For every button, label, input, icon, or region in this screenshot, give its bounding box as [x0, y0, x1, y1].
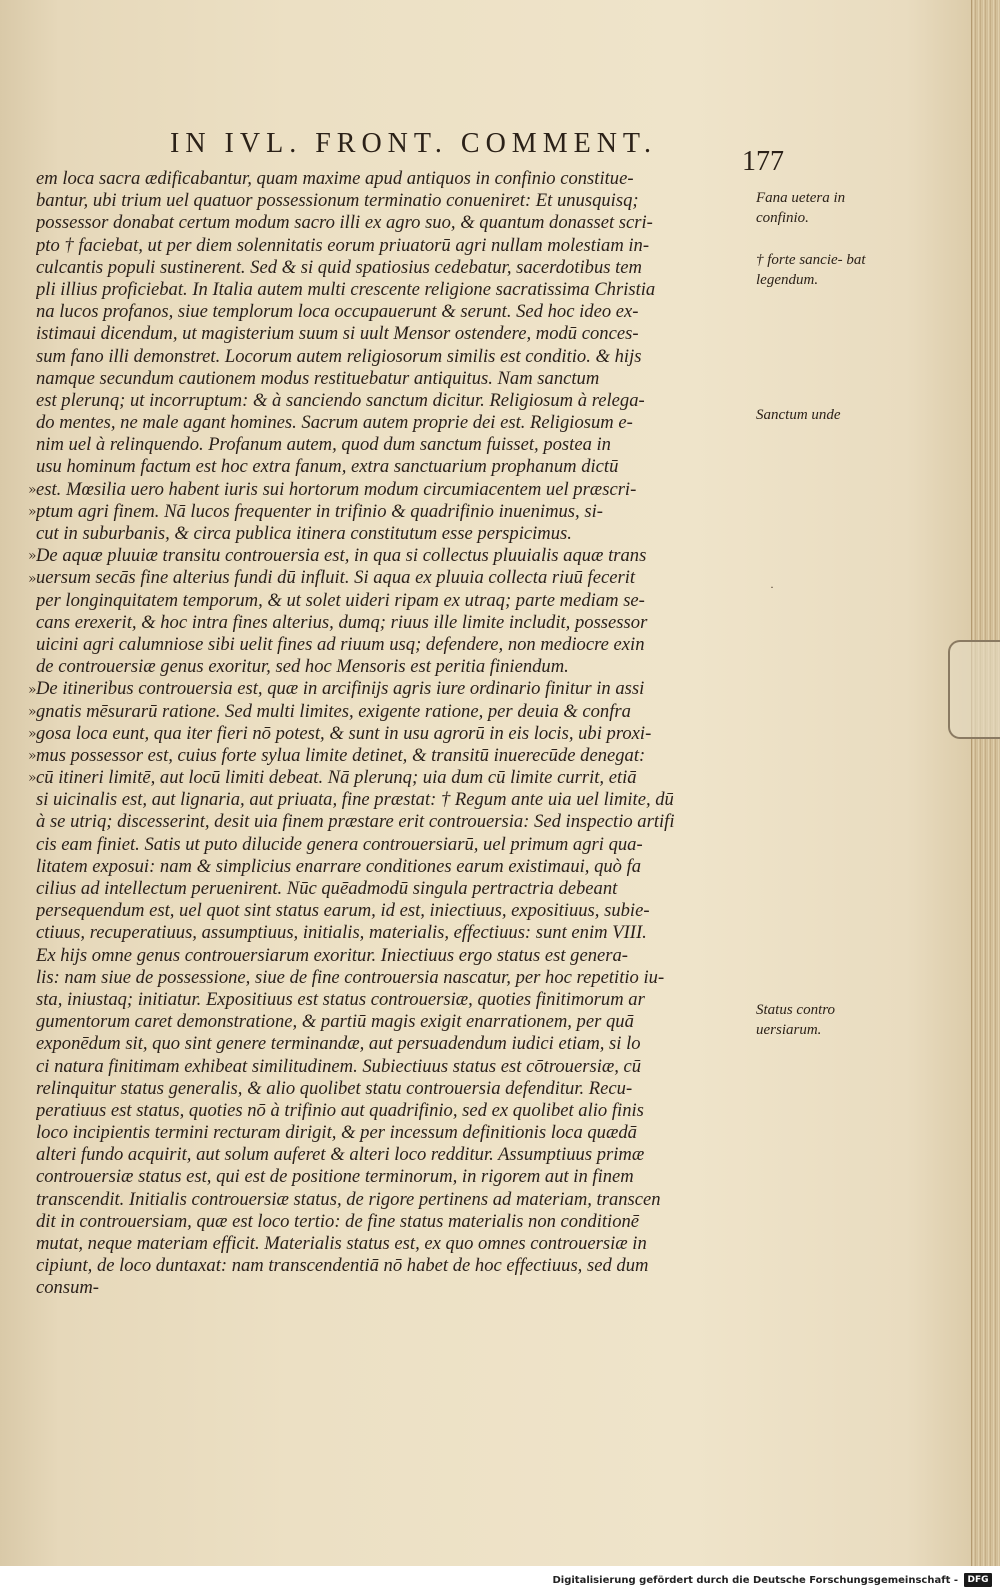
text-line: bantur, ubi trium uel quatuor possessionum terminatio conueniret: Et unusquisq; — [36, 190, 639, 212]
text-line: cut in suburbanis, & circa publica itinera constitutum esse perspicimus. — [36, 523, 572, 544]
text-line: peratiuus est status, quoties nō à trifinio aut quadrifinio, sed ex quolibet alio finis — [36, 1099, 644, 1121]
text-line: mus possessor est, cuius forte sylua limite detinet, & transitū inuerecūde denegat: — [36, 744, 646, 766]
text-line: uersum secās fine alterius fundi dū influit. Si aqua ex pluuia collecta riuū fecerit — [36, 567, 636, 589]
text-line: relinquitur status generalis, & alio quolibet statu controuersia defenditur. Recu- — [36, 1077, 633, 1099]
text-line: ctiuus, recuperatiuus, assumptiuus, initialis, materialis, effectiuus: sunt enim VIII. — [36, 922, 647, 944]
text-line: do mentes, ne male agant homines. Sacrum autem proprie dei est. Religiosum e- — [36, 412, 633, 434]
text-line: possessor donabat certum modum sacro illi ex agro suo, & quantum donasset scri- — [36, 212, 653, 234]
footer-bar — [0, 1566, 1000, 1596]
text-line: si uicinalis est, aut lignaria, aut priuata, fine præstat: † Regum ante uia uel limite, dū — [36, 789, 674, 811]
quote-mark: » — [28, 770, 37, 787]
text-line: namque secundum cautionem modus restituebatur antiquitus. Nam sanctum — [36, 367, 600, 389]
quote-mark: » — [28, 504, 37, 520]
text-line: ptum agri finem. Nā lucos frequenter in trifinio & quadrifinio inuenimus, si- — [36, 500, 603, 522]
text-line: dit in controuersiam, quæ est loco tertio: de fine status materialis non conditionē — [36, 1210, 640, 1232]
text-line: pli illius proficiebat. In Italia autem multi crescente religione sacratissima Christia — [36, 278, 656, 300]
text-line: cipiunt, de loco duntaxat: nam transcendentiā nō habet de hoc effectiuus, sed dum — [36, 1255, 649, 1277]
text-line: cis eam finiet. Satis ut puto dilucide genera controuersiarū, uel primum agri qua- — [36, 833, 643, 855]
text-line: gnatis mēsurarū ratione. Sed multi limites, exigente ratione, per deuia & confra — [36, 700, 631, 722]
text-line: controuersiæ status est, qui est de positione terminorum, in rigorem aut in finem — [36, 1166, 634, 1188]
text-line: loco incipientis termini recturam dirigit, & per incessum definitionis loca quædā — [36, 1122, 637, 1144]
text-line: gumentorum caret demonstratione, & partiū magis exigit enarrationem, per quā — [36, 1011, 634, 1033]
text-line: uicini agri calumniose sibi uelit fines ad riuum usq; defendere, non mediocre exin — [36, 633, 645, 655]
text-line: litatem exposui: nam & simplicius enarrare conditiones earum existimaui, quò fa — [36, 855, 642, 877]
text-line: est. Mœsilia uero habent iuris sui hortorum modum circumiacentem uel præscri- — [36, 478, 637, 500]
text-line: lis: nam siue de possessione, siue de fine controuersia nascatur, per hoc repetitio iu- — [36, 966, 665, 988]
text-line: per longinquitatem temporum, & ut solet uideri ripam ex utraq; parte mediam se- — [36, 589, 645, 611]
text-line: à se utriq; discesserint, desit uia finem præstare erit controuersia: Sed inspectio artifi — [36, 811, 675, 833]
marginal-note-status: Status contro uersiarum. — [756, 1002, 836, 1038]
bookmark-tab — [948, 640, 1000, 739]
quote-mark: » — [28, 748, 37, 765]
page-edges — [971, 0, 1000, 1566]
text-line: istimaui dicendum, ut magisterium suum si uult Mensor ostendere, modū conces- — [36, 323, 639, 345]
marginal-note-fana: Fana uetera in confinio. — [756, 190, 846, 226]
text-line: De itineribus controuersia est, quæ in arcifinijs agris iure ordinario finitur in assi — [36, 678, 645, 700]
text-line: est plerunq; ut incorruptum: & à sanciendo sanctum dicitur. Religiosum à relega- — [36, 389, 645, 411]
dfg-logo: DFG — [964, 1573, 992, 1587]
margin-dot: · — [770, 580, 774, 594]
text-line: ci natura finitimam exhibeat similitudinem. Subiectiuus status est cōtrouersiæ, cū — [36, 1055, 642, 1077]
quote-mark: » — [28, 681, 37, 698]
running-head: IN IVL. FRONT. COMMENT. — [170, 128, 657, 159]
text-line: gosa loca eunt, qua iter fieri nō potest, & sunt in usu agrorū in eis locis, ubi proxi- — [36, 722, 652, 744]
text-line: pto † faciebat, ut per diem solennitatis eorum priuatorū agri nullam molestiam in- — [36, 234, 650, 256]
footer-credit: Digitalisierung gefördert durch die Deutsche Forschungsgemeinschaft - — [552, 1575, 958, 1586]
text-line: em loca sacra ædificabantur, quam maxime apud antiquos in confinio constitue- — [36, 168, 634, 189]
quote-mark: » — [28, 481, 37, 498]
text-line: persequendum est, uel quot sint status earum, id est, iniectiuus, expositiuus, subie- — [36, 900, 650, 922]
quotation-marks-column — [28, 0, 48, 1566]
page-number: 177 — [742, 146, 784, 177]
quote-mark: » — [28, 570, 37, 587]
text-line: sta, iniustaq; initiatur. Expositiuus est status controuersiæ, quoties finitimorum ar — [36, 988, 645, 1010]
text-line: cans erexerit, & hoc intra fines alterius, dumq; riuus ille limite includit, possessor — [36, 611, 648, 633]
text-line: nim uel à relinquendo. Profanum autem, quod dum sanctum fuisset, postea in — [36, 434, 611, 456]
text-line: na lucos profanos, siue templorum loca occupauerunt & serunt. Sed hoc ideo ex- — [36, 301, 639, 323]
text-line: mutat, neque materiam efficit. Materialis status est, ex quo omnes controuersiæ in — [36, 1233, 647, 1254]
text-line: consum- — [36, 1277, 99, 1299]
text-line: Ex hijs omne genus controuersiarum exoritur. Iniectiuus ergo status est genera- — [36, 944, 628, 966]
quote-mark: » — [28, 726, 37, 742]
text-line: alteri fundo acquirit, aut solum auferet & alteri loco redditur. Assumptiuus primæ — [36, 1144, 645, 1166]
text-line: usu hominum factum est hoc extra fanum, extra sanctuarium prophanum dictū — [36, 456, 619, 478]
marginal-note-sanciebat: † forte sancie- bat legendum. — [756, 252, 866, 288]
quote-mark: » — [28, 703, 37, 720]
text-line: exponēdum sit, quo sint genere terminandæ, aut persuadendum iudici etiam, si lo — [36, 1033, 641, 1055]
text-line: de controuersiæ genus exoritur, sed hoc Mensoris est peritia finiendum. — [36, 656, 569, 678]
marginal-note-sanctum: Sanctum unde — [756, 407, 841, 423]
text-line: cū itineri limitē, aut locū limiti debeat. Nā plerunq; uia dum cū limite currit, etiā — [36, 767, 637, 789]
text-line: De aquæ pluuiæ transitu controuersia est, in qua si collectus pluuialis aquæ trans — [36, 545, 647, 567]
text-line: sum fano illi demonstret. Locorum autem religiosorum similis est conditio. & hijs — [36, 345, 642, 367]
text-line: transcendit. Initialis controuersiæ status, de rigore pertinens ad materiam, transcen — [36, 1188, 661, 1210]
text-line: culcantis populi sustinerent. Sed & si quid spatiosius cedebatur, sacerdotibus tem — [36, 256, 642, 278]
main-text-block — [36, 168, 766, 1300]
text-line: cilius ad intellectum peruenirent. Nūc quēadmodū singula pertractria debeant — [36, 878, 618, 899]
quote-mark: » — [28, 548, 37, 565]
